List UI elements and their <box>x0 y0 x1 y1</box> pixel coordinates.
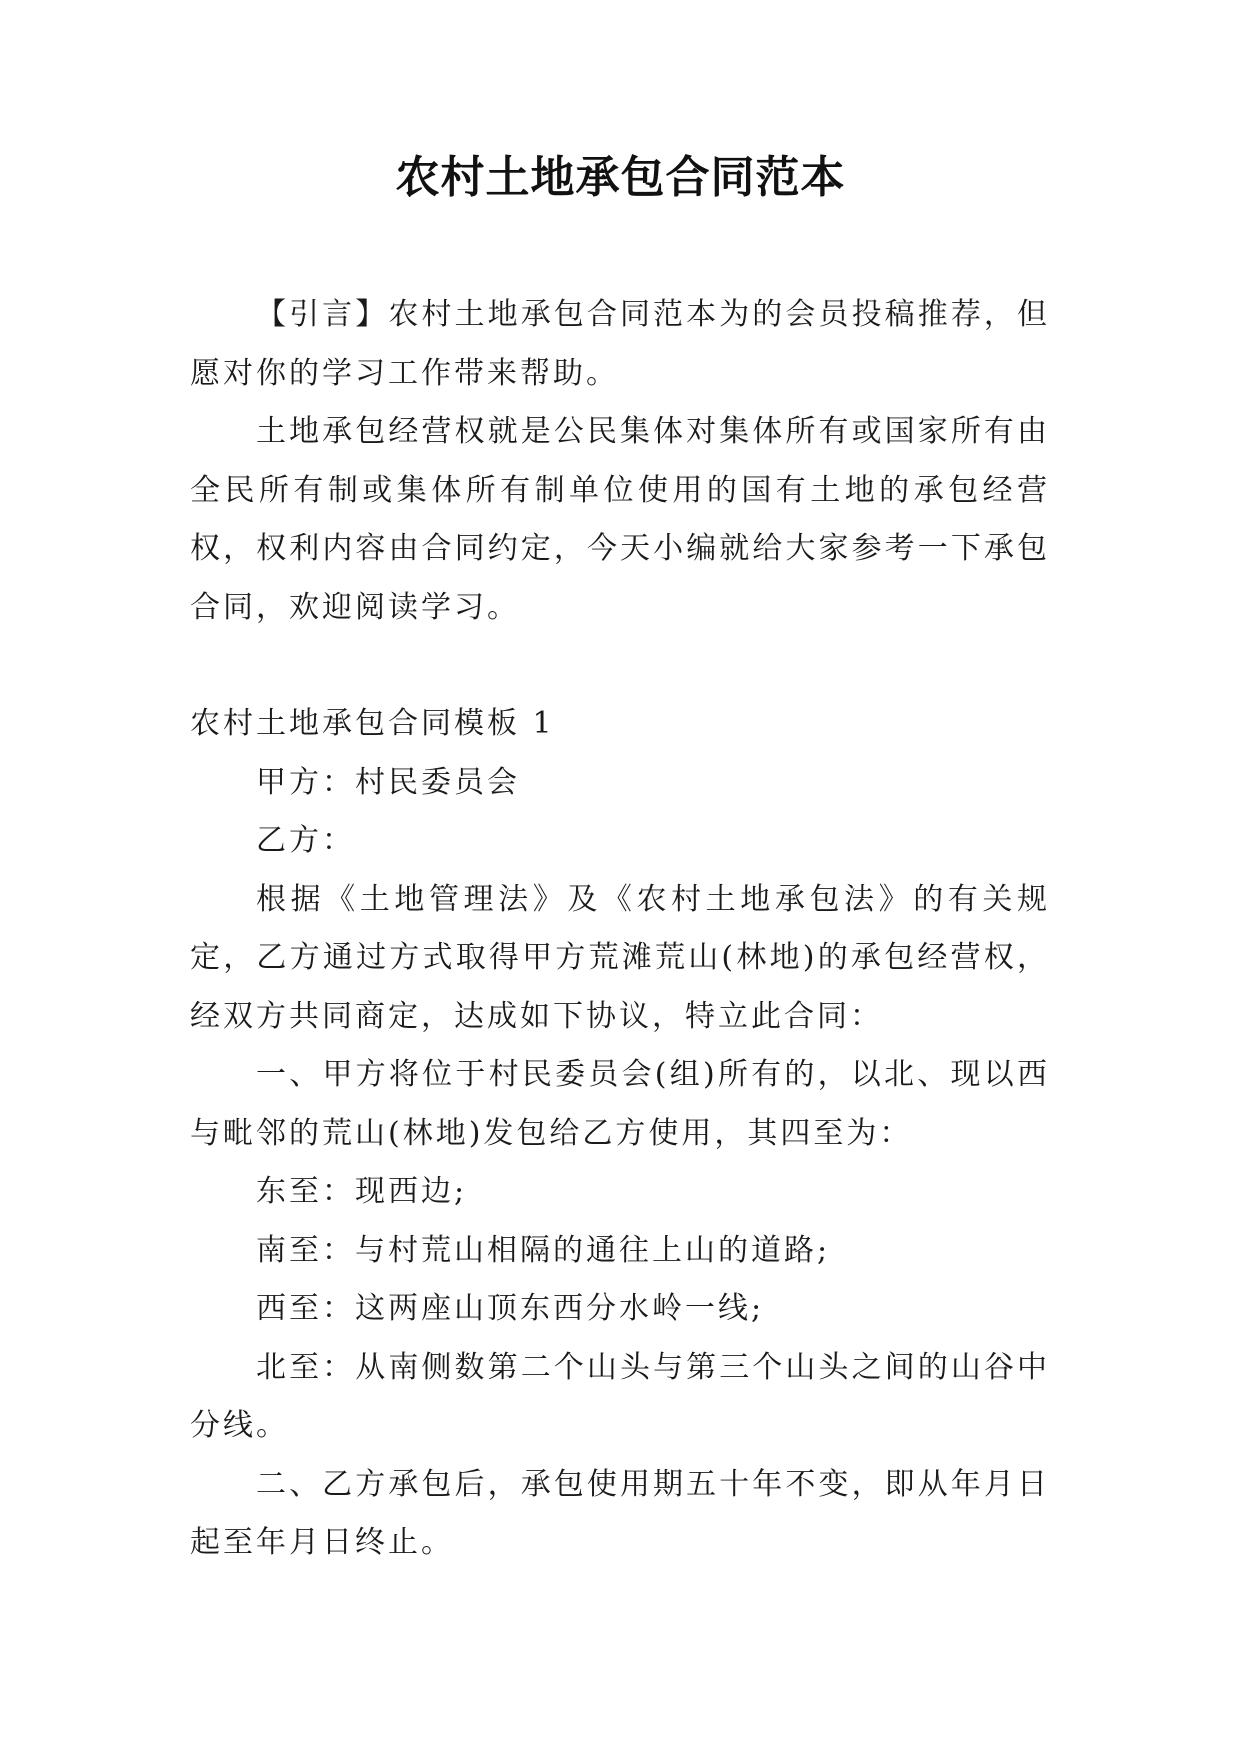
contract-paragraph: 根据《土地管理法》及《农村土地承包法》的有关规定，乙方通过方式取得甲方荒滩荒山(林地)的承包经营权，经双方共同商定，达成如下协议，特立此合同： <box>190 881 1050 1034</box>
document-body <box>190 286 1050 1573</box>
contract-paragraph: 二、乙方承包后，承包使用期五十年不变，即从年月日起至年月日终止。 <box>190 1466 1050 1560</box>
contract-paragraph: 西至：这两座山顶东西分水岭一线; <box>256 1291 765 1326</box>
paragraph-spacer <box>190 637 1050 695</box>
contract-paragraph: 东至：现西边; <box>256 1174 468 1209</box>
contract-paragraph: 南至：与村荒山相隔的通往上山的道路; <box>256 1232 831 1268</box>
contract-paragraph: 乙方： <box>256 823 355 858</box>
contract-paragraph: 北至：从南侧数第二个山头与第三个山头之间的山谷中分线。 <box>190 1349 1050 1443</box>
section-heading: 农村土地承包合同模板 1 <box>190 706 555 741</box>
intro-paragraph: 【引言】农村土地承包合同范本为的会员投稿推荐，但愿对你的学习工作带来帮助。 <box>190 297 1050 391</box>
document-title: 农村土地承包合同范本 <box>395 152 846 203</box>
contract-paragraph: 一、甲方将位于村民委员会(组)所有的，以北、现以西与毗邻的荒山(林地)发包给乙方使用，其四至为： <box>190 1057 1050 1151</box>
contract-paragraph: 甲方：村民委员会 <box>256 764 520 800</box>
intro-paragraph: 土地承包经营权就是公民集体对集体所有或国家所有由全民所有制或集体所有制单位使用的国有土地的承包经营权，权利内容由合同约定，今天小编就给大家参考一下承包合同，欢迎阅读学习。 <box>190 414 1050 625</box>
